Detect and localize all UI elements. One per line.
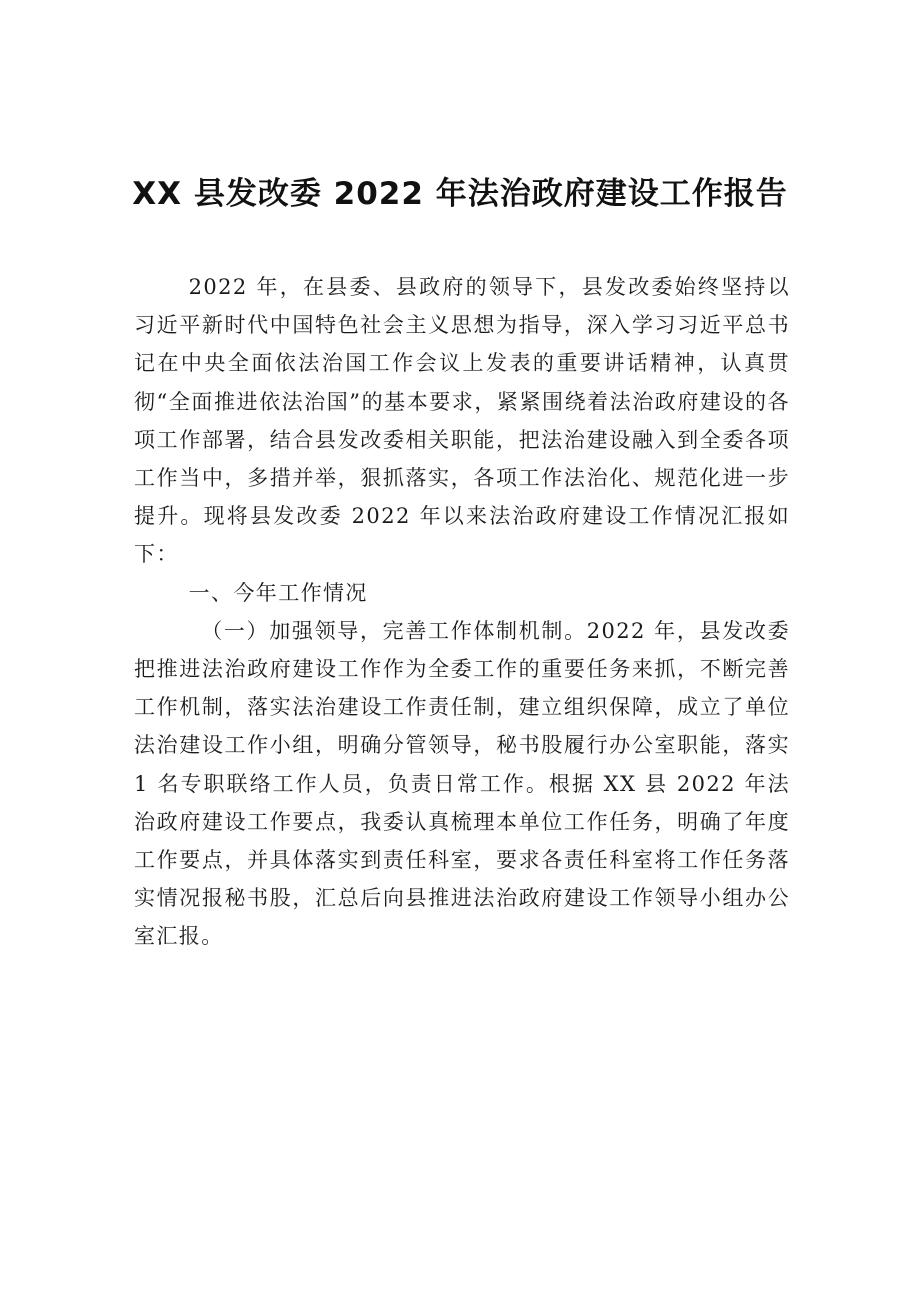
document-body xyxy=(134,268,790,956)
document-title: XX 县发改委 2022 年法治政府建设工作报告 xyxy=(132,176,788,212)
subsection-paragraph: （一）加强领导，完善工作体制机制。2022 年，县发改委把推进法治政府建设工作作为全委工作的重要任务来抓，不断完善工作机制，落实法治建设工作责任制，建立组织保障，成立了单位法治建设工作小组，明确分管领导，秘书股履行办公室职能，落实 1 名专职联络工作人员，负责日常工作。根据 XX 县 2022 年法治政府建设工作要点，我委认真梳理本单位工作任务，明确了年度工作要点，并具体落实到责任科室，要求各责任科室将工作任务落实情况报秘书股，汇总后向县推进法治政府建设工作领导小组办公室汇报。 xyxy=(134,618,790,949)
intro-paragraph: 2022 年，在县委、县政府的领导下，县发改委始终坚持以习近平新时代中国特色社会主义思想为指导，深入学习习近平总书记在中央全面依法治国工作会议上发表的重要讲话精神，认真贯彻“全面推进依法治国”的基本要求，紧紧围绕着法治政府建设的各项工作部署，结合县发改委相关职能，把法治建设融入到全委各项工作当中，多措并举，狠抓落实，各项工作法治化、规范化进一步提升。现将县发改委 2022 年以来法治政府建设工作情况汇报如下： xyxy=(134,275,790,567)
section-heading: 一、今年工作情况 xyxy=(188,580,368,605)
